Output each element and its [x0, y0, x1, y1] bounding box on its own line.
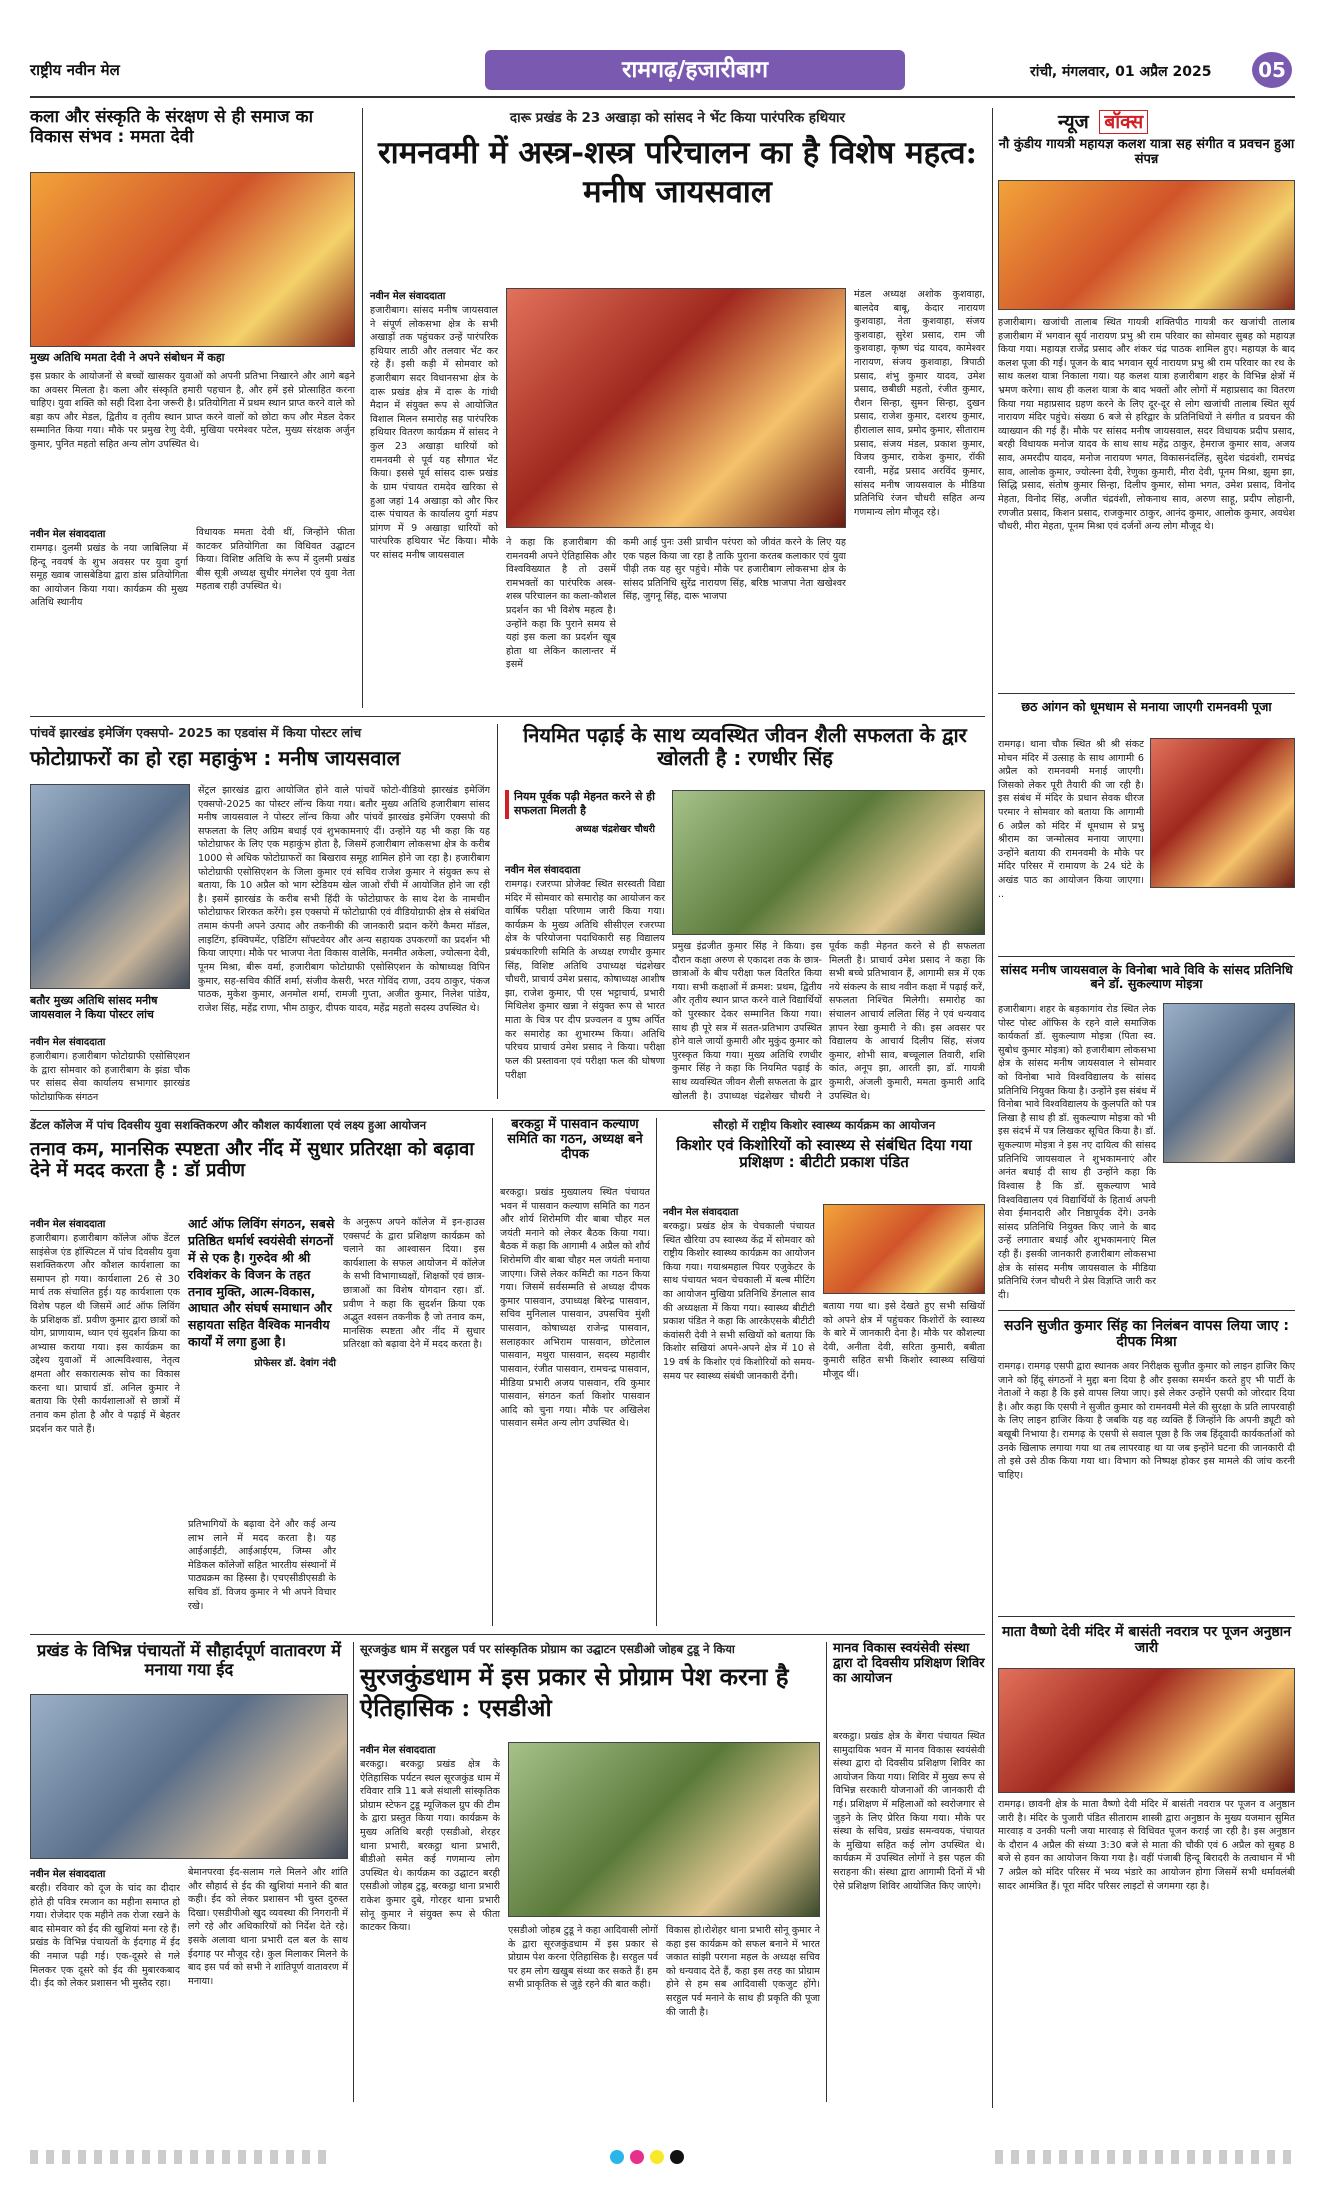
- manav-body: बरकट्ठा। प्रखंड क्षेत्र के बेंगरा पंचायत स्थित सामुदायिक भवन में मानव विकास स्वयंसेवी संस्था द्वारा दो दिवसीय प्रशिक्षण शिविर का आयोजन किया गया। शिविर में मुख्य रूप से विभिन्न सरकारी योजनाओं की जानकारी दी गई। प्रशिक्षण में महिलाओं को स्वरोजगार से जुड़ने के लिए प्रेरित किया गया। मौके पर संस्था के सचिव, प्रखंड समन्वयक, पंचायत के मुखिया सहित कई लोग उपस्थित थे। कार्यक्रम में उपस्थित लोगों ने इस पहल की सराहना की। संस्था द्वारा आगामी दिनों में भी ऐसे प्रशिक्षण शिविर आयोजित किए जाएंगे।: [833, 1731, 985, 1892]
- col-divider: [826, 1642, 827, 2102]
- center-story3-headline: बरकट्ठा में पासवान कल्याण समिति का गठन, अध्यक्ष बने दीपक: [507, 1117, 643, 1162]
- col1-story2-byline: नवीन मेल संवाददाता: [30, 1037, 106, 1048]
- tanav-quote-attribution: प्रोफेसर डॉ. देवांग नंदी: [254, 1358, 336, 1369]
- lead-body1: हजारीबाग। सांसद मनीष जायसवाल ने संपूर्ण लोकसभा क्षेत्र के सभी अखाड़ों तक पहुंचकर उन्हें पारंपरिक हथियार लाठी और तलवार भेंट कर रहे हैं। इसी कड़ी में सोमवार को हजारीबाग सदर विधानसभा क्षेत्र के दारू प्रखंड क्षेत्र में दारू के गांधी मैदान में संयुक्त रूप से आयोजित विशाल मिलन समारोह सह पारंपरिक हथियार वितरण कार्यक्रम में सांसद ने कुल 23 अखाड़ा धारियों को रामनवमी से पूर्व यह सौगात भेंट किया। इससे पूर्व सांसद दारू प्रखंड के ग्राम पंचायत रामदेव खरिका से हुआ जहां 14 अखाड़ा को और फिर दारू पंचायत के कार्यालय दुर्गा मंडप प्रांगण में 9 अखाड़ा धारियों को पारंपरिक हथियार भेंट किया। मौके पर सांसद मनीष जायसवाल: [370, 305, 498, 561]
- center-story3: [500, 1118, 650, 1628]
- newsbox-story3-photo: [1163, 1003, 1295, 1163]
- lead-photo: [506, 288, 846, 528]
- kishor-byline: नवीन मेल संवाददाता: [663, 1207, 739, 1218]
- surajkund-body2: एसडीओ जोहब टुडू ने कहा आदिवासी लोगों के द्वारा सूरजकुंडधाम में इस प्रकार से प्रोग्राम पेश करना ऐतिहासिक है। सरहुल पर्व पर हम लोग खखुब संथ्या कर सकते हैं। हम सभी प्राकृतिक से जुड़े रहने की बात कही।: [508, 1925, 658, 1991]
- col1-story2: [30, 724, 490, 1104]
- center-story2-body3: पूर्वक कड़ी मेहनत करने से ही सफलता मिलती है। प्राचार्य उमेश प्रसाद ने कहा कि सभी बच्चे प्रतिभावान हैं, आगामी सत्र में एक नये संकल्प के साथ नवीन कक्षा में पढ़ाई करें, सफलता निश्चित मिलेगी। समारोह का संचालन आचार्य ललिता सिंह ने एवं धन्यवाद ज्ञापन रेखा कुमारी ने की। इस अवसर पर विद्यालय के आचार्य दिलीप सिंह, संजय कुमार, शोभी साव, बच्चूलाल तिवारी, शशि कांत, अनूप झा, आरती झा, डॉ. गायत्री कुमारी, अंजली कुमारी, ममता कुमारी आदि उपस्थित थे।: [829, 941, 985, 1102]
- kishor-body1: बरकट्ठा। प्रखंड क्षेत्र के चेचकाली पंचायत स्थित खैरिया उप स्वास्थ्य केंद्र में सोमवार को राष्ट्रीय किशोर स्वास्थ्य कार्यक्रम का आयोजन किया गया। गयाश्रमहाल पियर एजुकेटर के साथ पंचायत भवन चेचकाली में बल्ब मीटिंग का आयोजन मुखिया प्रतिनिधि डेंगलाल साव की अध्यक्षता में किया गया। स्वास्थ्य बीटीटी प्रकाश पंडित ने कहा कि आरकेएसके बीटीटी कंवांसरी देवी ने सभी सखियों को बताया कि किशोर सखियां अपने-अपने क्षेत्र में 10 से 19 वर्ष के किशोर एवं किशोरियों को समय-समय पर स्वास्थ्य संबंधी जानकारी देंगी।: [663, 1221, 815, 1382]
- tanav-quote: आर्ट ऑफ लिविंग संगठन, सबसे प्रतिष्ठित धर्मार्थ स्वयंसेवी संगठनों में से एक है। गुरुदेव श्री श्री रविशंकर के विजन के तहत तनाव मुक्ति, आत्म-विकास, आघात और संघर्ष समाधान और सहायता सहित वैश्विक मानवीय कार्यों में लगा हुआ है।: [188, 1216, 335, 1350]
- section-divider: [30, 1110, 985, 1111]
- lead-body3: कमी आई पुनः उसी प्राचीन परंपरा को जीवंत करने के लिए यह एक पहल किया जा रहा है ताकि पुराना करतब कलाकार एवं युवा पीढ़ी तक यह सुर पहुंचे। मौके पर हजारीबाग लोकसभा क्षेत्र के सांसद प्रतिनिधि सुरेंद्र नारायण सिंह, बरिष्ठ भाजपा नेता खखेश्वर सिंह, जुगनू सिंह, दारू भाजपा: [623, 537, 846, 603]
- center-story2: [505, 724, 985, 1104]
- newsbox-story2-body-cont: ..: [998, 889, 1005, 900]
- tanav-kicker: डेंटल कॉलेज में पांच दिवसीय युवा सशक्तिकरण और कौशल कार्यशाला एवं लक्ष्य हुआ आयोजन: [30, 1118, 427, 1132]
- col1-story2-body1: हजारीबाग। हजारीबाग फोटोग्राफी एसोसिएशन के द्वारा सोमवार को हजारीबाग के झंडा चौक पर सांसद सेवा कार्यालय सभागार झारखंड फोटोग्राफिक संगठन: [30, 1051, 190, 1102]
- surajkund-body3: विकास हो।रोशेहर थाना प्रभारी सोनू कुमार ने कहा इस कार्यक्रम को सफल बनाने में भारत जकात सांझी परगना महल के अध्यक्ष सचिव को धन्यवाद देते हैं, कहा इस तरह का प्रोग्राम होने से हम सब आदिवासी एकजुट होंगे। सरहुल पर्व मनाने के साथ ही प्रकृति की पूजा की जाती है।: [666, 1925, 820, 2018]
- col1-story2-kicker: पांचवें झारखंड इमेजिंग एक्सपो- 2025 का एडवांस में किया पोस्टर लांच: [30, 725, 362, 740]
- surajkund-body1: बरकट्ठा। बरकट्ठा प्रखंड क्षेत्र के ऐतिहासिक पर्यटन स्थल सूरजकुंड धाम में रविवार रात्रि 11 बजे संथाली सांस्कृतिक प्रोग्राम स्टेफन टुडू म्यूजिकल ग्रुप की टीम के द्वारा प्रस्तुत किया गया। कार्यक्रम के मुख्य अतिथि बरही एसडीओ, शेरहर थाना प्रभारी, बरकट्ठा थाना प्रभारी, बीडीओ समेत कई गणमान्य लोग उपस्थित थे। कार्यक्रम का उद्घाटन बरही एसडीओ जोहब टुडू, बरकट्ठा थाना प्रभारी राकेश कुमार दुबे, गोरहर थाना प्रभारी सोनू कुमार ने संयुक्त रूप से फीता काटकर किया।: [360, 1759, 500, 1934]
- kishor-kicker: सौरहो में राष्ट्रीय किशोर स्वास्थ्य कार्यक्रम का आयोजन: [712, 1118, 936, 1132]
- section-banner: रामगढ़/हजारीबाग: [485, 50, 905, 90]
- newsbox-column: [998, 108, 1295, 2103]
- kishor-headline: किशोर एवं किशोरियों को स्वास्थ्य से संबंधित दिया गया प्रशिक्षण : बीटीटी प्रकाश पंडित: [676, 1136, 972, 1172]
- lead-body2: ने कहा कि हजारीबाग की रामनवमी अपने ऐतिहासिक और विश्वविख्यात है तो उसमें रामभक्तों का पारंपरिक अस्त्र-शस्त्र परिचालन का कला-कौशल प्रदर्शन का भी विशेष महत्व है। उन्होंने कहा कि पुराने समय से यहां इस कला का प्रदर्शन खूब होता था लेकिन कालान्तर में इसमें: [506, 537, 616, 671]
- col-divider: [492, 1118, 493, 1626]
- story-divider: [998, 693, 1295, 694]
- story-divider: [998, 1616, 1295, 1617]
- tanav-body2: के अनुरूप अपने कॉलेज में इन-हाउस एक्सपर्ट के द्वारा प्रशिक्षण कार्यक्रम को चलाने का आश्वासन दिया। इस कार्यशाला के सफल आयोजन में कॉलेज के सभी विभागाध्यक्षों, शिक्षकों एवं छात्र-छात्राओं का विशेष योगदान रहा। डॉ. प्रवीण ने कहा कि सुदर्शन क्रिया एक अद्भुत श्वसन तकनीक है जो तनाव कम, मानसिक स्पष्टता और नींद में सुधार प्रतिरक्षा को बढ़ावा देने में मदद करता है।: [343, 1217, 485, 1351]
- col1-story1-headline: कला और संस्कृति के संरक्षण से ही समाज का विकास संभव : ममता देवी: [30, 107, 313, 147]
- col1-story2-body2: सेंट्रल झारखंड द्वारा आयोजित होने वाले पांचवें फोटो-वीडियो झारखंड इमेजिंग एक्सपो-2025 का पोस्टर लॉन्च किया गया। बतौर मुख्य अतिथि हजारीबाग सांसद मनीष जायसवाल ने पोस्टर लॉन्च किया और पांचवें झारखंड इमेजिंग एक्सपो की सफलता के लिए अग्रिम बधाई एवं शुभकामनाएं दीं। उन्होंने यह भी कहा कि यह फोटोग्राफर के लिए एक महाकुंभ होता है, जिसमें हजारीबाग लोकसभा क्षेत्र के करीब 1000 से अधिक फोटोग्राफरों का बिखराव समूह शामिल होने जा रहा है। हजारीबाग फोटोग्राफी एसोसिएशन के जिला कुमार एवं सचिव राजेश कुमार ने संयुक्त रूप से बताया, कि 10 अप्रैल को भाग स्टेडियम खेल जाओ राँची में आयोजित होने जा रही है। इसमें झारखंड के करीब सभी हिंदी के फोटोग्राफर के साथ देश के नामचीन फोटोग्राफर शिरकत करेंगे। इस एक्सपो में फोटोग्राफी एवं वीडियोग्राफी क्षेत्र से संबंधित तमाम कंपनी अपने उत्पाद और तकनीकी की जानकारी प्रदान करेंगे कैमरा मॉडल, लाइटिंग, इक्विपमेंट, एडिटिंग सॉफ्टवेयर और अन्य सहायक उपकरणों का प्रदर्शन भी किया जाएगा। मौके पर भाजपा नेता विकास वालेकि, मनमीत अकेला, ज्योत्सना देवी, पूनम मिश्रा, बीरू वर्मा, हजारीबाग फोटोग्राफी एसोसिएशन के कोषाध्यक्ष विपिन कुमार, सह-सचिव कीर्ति शर्मा, संजीव केसरी, भरत गोविंद राणा, उदय ठाकुर, पंकज पाठक, मुकेश कुमार, अनमोल शर्मा, रामजी गुप्ता, अजीत कुमार, निलेश पांडेय, राजेश सिंह, महेंद्र राणा, भीम ठाकुर, दीपक यादव, महेंद्र महतो सदस्य उपस्थित थे।: [198, 785, 490, 1014]
- center-story2-pullquote: [505, 790, 655, 835]
- lead-byline: नवीन मेल संवाददाता: [370, 291, 446, 302]
- newsbox-story5-headline: माता वैष्णो देवी मंदिर में बासंती नवरात्र पर पूजन अनुष्ठान जारी: [1001, 1624, 1292, 1657]
- center-story3-body: बरकट्ठा। प्रखंड मुख्यालय स्थित पंचायत भवन में पासवान कल्याण समिति का गठन और शोर्य शिरोमणि वीर बाबा चौहर मल जयंती मनाने को लेकर बैठक किया गया। बैठक में कहा कि आगामी 4 अप्रैल को शौर्य शिरोमणि वीर बाबा चौहर मल जयंती मनाया जाएगा। जिसे लेकर कमिटी का गठन किया गया। जिसमें सर्वसम्मति से अध्यक्ष दीपक कुमार पासवान, उपाध्यक्ष बिरेन्द्र पासवान, सचिव मुनिलाल पासवान, उपसचिव मुंशी पासवान, कोषाध्यक्ष राजेन्द्र पासवान, सलाहकार अभिराम पासवान, छोटेलाल पासवान, मथुरा पासवान, सदस्य महावीर पासवान, रंजीत पासवान, रामचन्द्र पासवान, मीडिया प्रभारी अजय पासवान, रवि कुमार पासवान, संगठन कर्ता किशोर पासवान आदि को चुना गया। मौके पर अखिलेश पासवान समेत अन्य लोग उपस्थित थे।: [500, 1187, 650, 1430]
- manav-story: [833, 1642, 985, 2104]
- lead-body4: मंडल अध्यक्ष अशोक कुशवाहा, बालदेव बाबू, केदार नारायण कुशवाहा, नेता कुशवाहा, संजय कुशवाहा, सुरेश प्रसाद, राम जी कुशवाहा, कृष्ण चंद्र यादव, कामेश्वर नारायण, संजय कुशवाहा, त्रिपाठी प्रसाद, शंभु कुमार यादव, उमेश प्रसाद, छबीछी महतो, रंजीत कुमार, रौशन सिन्हा, सुमन सिन्हा, दुखन प्रसाद, राजेश कुमार, दशरथ कुमार, हीरालाल साव, प्रमोद कुमार, सीताराम प्रसाद, संजय मंडल, प्रकाश कुमार, विजय कुमार, राकेश कुमार, रॉकी रवानी, महेंद्र प्रसाद अरविंद कुमार, सांसद मनीष जायसवाल के मीडिया प्रतिनिधि रंजन चौधरी सहित अन्य गणमान्य लोग मौजूद रहे।: [854, 289, 985, 518]
- tanav-body1: हजारीबाग। हजारीबाग कॉलेज ऑफ डेंटल साइंसेज एंड हॉस्पिटल में पांच दिवसीय युवा सशक्तिकरण और कौशल कार्यशाला का समापन हो गया। कार्यशाला 26 से 30 मार्च तक संचालित हुई। यह कार्यशाला एक विशेष पहल थी जिसमें आर्ट ऑफ लिविंग के प्रशिक्षक डॉ. प्रवीण कुमार द्वारा छात्रों को योग, प्राणायाम, ध्यान एवं सुदर्शन क्रिया का अभ्यास कराया गया। इस कार्यक्रम का उद्देश्य युवाओं में आत्मविश्वास, नेतृत्व क्षमता और सकारात्मक सोच का विकास करना था। प्राचार्य डॉ. अनिल कुमार ने बताया कि ऐसी कार्यशालाओं से छात्रों में तनाव कम होता है और वे पढ़ाई में बेहतर प्रदर्शन कर पाते हैं।: [30, 1233, 180, 1435]
- lead-kicker: दारू प्रखंड के 23 अखाड़ा को सांसद ने भेंट किया पारंपरिक हथियार: [509, 110, 846, 126]
- story-divider: [998, 1310, 1295, 1311]
- eid-photo: [30, 1694, 348, 1859]
- col1-story1: [30, 108, 355, 713]
- col1-story1-byline: नवीन मेल संवाददाता: [30, 529, 106, 540]
- eid-body1: बरही। रविवार को दूज के चांद का दीदार होते ही पवित्र रमजान का महीना समाप्त हो गया। रोजेदार एक महीने तक रोजा रखने के बाद सोमवार को ईद की खुशियां मना रहे हैं। प्रखंड के विभिन्न पंचायतों के ईदगाह में ईद की नमाज पढ़ी गई। एक-दूसरे से गले मिलकर एक दूसरे को ईद की मुबारकबाद दी। ईद को लेकर प्रशासन भी मुस्तैद रहा।: [30, 1883, 180, 1990]
- col1-story1-body3: विधायक ममता देवी थीं, जिन्होंने फीता काटकर प्रतियोगिता का विधिवत उद्घाटन किया। विशिष्ट अतिथि के रूप में दुलमी प्रखंड बीस सूत्री अध्यक्ष सुधीर मंगलेश एवं युवा नेता महताब राही उपस्थित थे।: [196, 527, 355, 593]
- col1-story2-caption: बतौर मुख्य अतिथि सांसद मनीष जायसवाल ने किया पोस्टर लांच: [30, 994, 158, 1021]
- kishor-body2: बताया गया था। इसे देखते हुए सभी सखियों को अपने क्षेत्र में पहुंचकर किशोरों के स्वास्थ्य के बारे में जानकारी देना है। मौके पर कौशल्या देवी, अनीता देवी, सरिता कुमारी, बबीता कुमारी सहित सभी किशोर स्वास्थ्य सखियां मौजूद थीं।: [823, 1301, 985, 1381]
- eid-body2: बेमानपरवा ईद-सलाम गले मिलने और शांति और सौहार्द से ईद की खुशियां मनाने की बात कही। ईद को लेकर प्रशासन भी चुस्त दुरुस्त दिखा। एसडीपीओ खुद व्यवस्था की निगरानी में लगे रहे और अधिकारियों को निर्देश देते रहे। इसके अलावा थाना प्रभारी दल बल के साथ ईदगाह पर मौजूद रहे। कुल मिलाकर मिलने के बाद इस पर्व को सभी ने शांतिपूर्ण वातावरण में मनाया।: [188, 1867, 348, 1987]
- surajkund-story: [360, 1642, 820, 2104]
- col-divider: [353, 1642, 354, 2102]
- newsbox-story3-headline: सांसद मनीष जायसवाल के विनोबा भावे विवि के सांसद प्रतिनिधि बने डॉ. सुकल्याण मोइत्रा: [1000, 962, 1293, 992]
- surajkund-headline: सुरजकुंडधाम में इस प्रकार से प्रोग्राम पेश करना है ऐतिहासिक : एसडीओ: [360, 1662, 789, 1723]
- col-divider: [656, 1118, 657, 1626]
- tanav-byline: नवीन मेल संवाददाता: [30, 1219, 106, 1230]
- col1-story2-photo: [30, 784, 190, 989]
- col1-story1-caption: मुख्य अतिथि ममता देवी ने अपने संबोधन में कहा: [30, 351, 225, 364]
- section-divider: [30, 716, 985, 717]
- col1-story2-headline: फोटोग्राफरों का हो रहा महाकुंभ : मनीष जायसवाल: [30, 746, 401, 770]
- registration-strip: [30, 2150, 1295, 2164]
- newsbox-story2-headline: छठ आंगन को धूमधाम से मनाया जाएगी रामनवमी पूजा: [1021, 699, 1272, 714]
- center-story2-body2: प्रमुख इंद्रजीत कुमार सिंह ने किया। इस दौरान कक्षा अरुण से एकादश तक के छात्र-छात्राओं के बीच परीक्षा फल वितरित किया गया। सभी कक्षाओं में क्रमश: प्रथम, द्वितीय और तृतीय स्थान प्राप्त करने वाले विद्यार्थियों को पुरस्कार देकर सम्मानित किया गया। साथ ही पूरे सत्र में सतत-प्रतिभाग उपस्थित होने वाले जायों कुमारी और मुकुंद कुमार को पुरस्कृत किया गया। मुख्य अतिथि रणधीर कुमार सिंह ने कहा कि नियमित पढ़ाई के साथ व्यवस्थित जीवन शैली सफलता के द्वार खोलती है। उपाध्यक्ष चंद्रशेखर चौधरी ने: [672, 941, 822, 1102]
- center-story2-photo: [672, 790, 985, 935]
- masthead: [30, 50, 1295, 90]
- reg-color-black: [670, 2150, 684, 2164]
- tanav-headline: तनाव कम, मानसिक स्पष्टता और नींद में सुधार प्रतिरक्षा को बढ़ावा देने में मदद करता है : डॉ प्रवीण: [30, 1139, 475, 1182]
- center-story2-body1: रामगढ़। रजरप्पा प्रोजेक्ट स्थित सरस्वती विद्या मंदिर में सोमवार को समारोह का आयोजन कर वार्षिक परीक्षा परिणाम जारी किया गया। कार्यक्रम के मुख्य अतिथि सीसीएल रजरप्पा क्षेत्र के परियोजना पदाधिकारी सह विद्यालय प्रबंधकारिणी समिति के अध्यक्ष रणधीर कुमार सिंह, विशिष्ट अतिथि उपाध्यक्ष चंद्रशेखर चौधरी, प्राचार्य उमेश प्रसाद, कोषाध्यक्ष आशीष झा, राजेश कुमार, पी एस भट्टाचार्य, प्रभारी मिथिलेश कुमार खन्ना ने संयुक्त रूप से भारत माता के चित्र पर दीप प्रज्वलन व पुष्प अर्पित कर समारोह का शुभारम्भ किया। अतिथि परिचय प्राचार्य उमेश प्रसाद ने किया। परीक्षा फल की प्रस्तावना एवं परीक्षा फल की घोषणा परीक्षा: [505, 879, 665, 1081]
- newsbox-label-box: बॉक्स: [1099, 110, 1148, 134]
- newsbox-story5-body: रामगढ़। छावनी क्षेत्र के माता वैष्णो देवी मंदिर में बासंती नवरात्र पर पूजन व अनुष्ठान जारी है। मंदिर के पुजारी पंडित सीताराम शास्त्री द्वारा अनुष्ठान के मुख्य यजमान सुमित मारवाड़ व उनकी पत्नी जया मारवाड़ से विधिवत पूजन कराई जा रही है। इस अनुष्ठान के दौरान 4 अप्रैल की संध्या 3:30 बजे से माता की चौकी एवं 6 अप्रैल को सुबह 8 बजे से हवन का आयोजन किया गया है। वहीं पंजाबी हिन्दू बिरादरी के तत्वाधान में भी 7 अप्रैल को मंदिर परिसर में भव्य भंडारे का आयोजन होगा जिसमें सभी धर्मावलंबी सादर आमंत्रित हैं। पूरा मंदिर परिसर लाइटों से जगमगा रहा है।: [998, 1799, 1295, 1892]
- eid-byline: नवीन मेल संवाददाता: [30, 1869, 106, 1880]
- newsbox-story1-photo: [998, 180, 1295, 310]
- reg-color-yellow: [650, 2150, 664, 2164]
- lead-story: [370, 108, 985, 713]
- newsbox-label: [1058, 108, 1148, 134]
- pullquote-text: नियम पूर्वक पढ़ी मेहनत करने से ही सफलता मिलती है: [505, 790, 655, 819]
- section-divider: [30, 1634, 985, 1635]
- story-divider: [998, 956, 1295, 957]
- reg-color-magenta: [630, 2150, 644, 2164]
- surajkund-kicker: सूरजकुंड धाम में सरहुल पर्व पर सांस्कृतिक प्रोग्राम का उद्घाटन एसडीओ जोहब टुडू ने किया: [360, 1642, 735, 1656]
- newsbox-story3-body: हजारीबाग। शहर के बड़कागांव रोड स्थित लेक पोस्ट पोस्ट ऑफिस के रहने वाले समाजिक कार्यकर्ता डॉ. सुकल्याण मोइत्रा (पिता स्व. सुबोध कुमार मोइत्रा) को हजारीबाग लोकसभा क्षेत्र के सांसद मनीष जायसवाल ने सोमवार को विनोबा भावे विश्वविद्यालय के सांसद प्रतिनिधि नियुक्त किया है। उन्होंने इस संबंध में विनोबा भावे विश्वविद्यालय के कुलपति को पत्र लिखा है साथ ही डॉ. सुकल्याण मोइत्रा को भी इस संदर्भ में पत्र लिखकर सूचित किया है। डॉ. सुकल्याण मोइत्रा ने इस नए दायित्व की सांसद प्रतिनिधि जायसवाल ने शुभकामनाएं और अनंत बधाई दी साथ ही उन्होंने कहा कि विश्वास है कि डॉ. सुकल्याण भावे विश्वविद्यालय एवं विद्यार्थियों के हितार्थ अपनी सेवा ईमानदारी और निष्ठापूर्वक देंगे। उनके सांसद प्रतिनिधि नियुक्त किए जाने के बाद उन्हें लगातार बधाई और शुभकामनाएं मिल रही हैं। इसकी जानकारी हजारीबाग लोकसभा क्षेत्र के सांसद मनीष जायसवाल के मीडिया प्रतिनिधि रंजन चौधरी ने प्रेस विज्ञप्ति जारी कर दी।: [998, 1004, 1156, 1301]
- col1-story1-photo: [30, 172, 355, 347]
- eid-headline: प्रखंड के विभिन्न पंचायतों में सौहार्दपूर्ण वातावरण में मनाया गया ईद: [37, 1641, 341, 1679]
- tanav-story: [30, 1118, 485, 1628]
- col-divider: [362, 108, 363, 708]
- brand-logo: राष्ट्रीय नवीन मेल: [30, 61, 120, 79]
- center-story2-headline: नियमित पढ़ाई के साथ व्यवस्थित जीवन शैली सफलता के द्वार खोलती है : रणधीर सिंह: [523, 723, 967, 770]
- newsbox-story4-body: रामगढ़। रामगढ़ एसपी द्वारा स्थानक अवर निरीक्षक सुजीत कुमार को लाइन हाजिर किए जाने को हिंदू संगठनों ने मुद्दा बना दिया है और इसका समर्थन करते हुए भी पार्टी के नेताओं ने कहा है कि इसे वापस लिया जाए। इसे लेकर उन्होंने एसपी को जोरदार दिया है। और कहा कि एसपी ने सुजीत कुमार को रामनवमी मेले की सुरक्षा के प्रति लापरवाही के लिए लाइन हाजिर किया है जबकि यह वह व्यक्ति हैं जिन्होंने कि अपनी ड्यूटी को बखूबी निभाया है। रामगढ़ के एसपी से सवाल पूछा है कि जब हिंदूवादी कार्यकर्ताओं को उनके खिलाफ लगाया गया था तब लापरवाह था या जब इन्होंने घटना की जानकारी दी तो इसे उसे ठीक किया गया था। विभाग को निष्पक्ष होकर इस मामले की जांच करनी चाहिए।: [998, 1361, 1295, 1481]
- newsbox-story1-body: हजारीबाग। खजांची तालाब स्थित गायत्री शक्तिपीठ गायत्री कर खजांची तालाब हजारीबाग में भगवान सूर्य नारायण प्रभु श्री राम परिवार का सोमवार सुबह को महायज्ञ किया गया। महायज्ञ राजेंद्र प्रसाद और शंकर चंद्र पाठक शामिल हुए। महायज्ञ के बाद कलश पूजा की गई। पूजन के बाद भगवान सूर्य नारायण प्रभु श्री राम परिवार का रथ के साथ कलश यात्रा निकाला गया। यह कलश यात्रा हजारीबाग शहर के विभिन्न क्षेत्रों में भ्रमण करेगा। साथ ही कलश यात्रा के बाद भक्तों और लोगों में महाप्रसाद का वितरण किया गया महाप्रसाद ग्रहण करने के लिए दूर-दूर से लोग खजांची तालाब स्थित सूर्य नारायण मंदिर पहुंचे। संख्या 6 बजे से हरिद्वार के प्रतिनिधियों ने संगीत व प्रवचन की व्याख्यान की गई हैं। मौके पर सांसद मनीष जायसवाल, सदर विधायक प्रदीप प्रसाद, बरही विधायक मनोज यादव के साथ साथ महेंद्र ठाकुर, हेमराज कुमार साव, अजय साव, अमरदीप यादव, मनोज नारायण भगत, विकासनंदलिंह, सुदेश चंद्रवंशी, रामचंद्र साव, आलोक कुमार, ज्योत्स्ना देवी, रेणुका कुमारी, मीरा देवी, पूनम मिश्रा, झुमा झा, सिद्धि प्रसाद, संतोष कुमार सिन्हा, दिलीप कुमार, सोमा भगत, उमेश प्रसाद, विनोद मेहता, विनोद सिंह, अजीत चंद्रवंशी, लोकनाथ साव, अरुण साहू, प्रदीप लोहानी, रणजीत प्रसाद, किशन प्रसाद, राजकुमार ठाकुर, आनंद कुमार, आलोक कुमार, अवधेश चौधरी, मीरा मेहता, पूनम मिश्रा एवं दर्जनों अन्य लोग मौजूद थे।: [998, 317, 1295, 533]
- eid-story: [30, 1642, 348, 2104]
- col-divider: [497, 724, 498, 1099]
- kishor-photo: [823, 1204, 985, 1294]
- issue-date: रांची, मंगलवार, 01 अप्रैल 2025: [1030, 64, 1212, 80]
- surajkund-photo: [508, 1742, 820, 1917]
- manav-headline: मानव विकास स्वयंसेवी संस्था द्वारा दो दिवसीय प्रशिक्षण शिविर का आयोजन: [833, 1641, 985, 1686]
- col1-story1-body2: रामगढ़। दुलमी प्रखंड के नया जाबिलिया में हिन्दू नववर्ष के शुभ अवसर पर युवा दुर्गा समूह ख्वाब जासबेडिया द्वारा डांस प्रतियोगिता का आयोजन किया गया। कार्यक्रम की मुख्य अतिथि स्थानीय: [30, 543, 188, 609]
- masthead-rule: [30, 96, 1295, 98]
- tanav-quote-box: [188, 1216, 336, 1369]
- tanav-body3: प्रतिभागियों के बढ़ावा देने और कई अन्य लाभ लाने में मदद करता है। यह आईआईटी, आईआईएम, जिम्स और मेडिकल कॉलेजों सहित भारतीय संस्थानों में पाठ्यक्रम का हिस्सा है। एचएसीडीएसडी के सचिव डॉ. विजय कुमार ने भी अपने विचार रखे।: [188, 1519, 336, 1612]
- reg-mark: [995, 2150, 1295, 2164]
- newsbox-story2-body: रामगढ़। थाना चौक स्थित श्री श्री संकट मोचन मंदिर में उत्साह के साथ आगामी 6 अप्रैल को रामनवमी मनाई जाएगी। जिसको लेकर पूरी तैयारी की जा रही है। इस संबंध में मंदिर के प्रधान सेवक धीरज परमार ने सोमवार को बताया कि आगामी 6 अप्रैल को मंदिर में धूमधाम से प्रभु श्रीराम का जन्मोत्सव मनाया जाएगा। उन्होंने बताया की रामनवमी के मौके पर मंदिर परिसर में रामायण के 24 घंटे के अखंड पाठ का आयोजन किया जाएगा।: [998, 739, 1144, 887]
- kishor-story: [663, 1118, 985, 1628]
- newsbox-story5-photo: [998, 1668, 1295, 1793]
- page-number-badge: 05: [1252, 52, 1292, 88]
- pullquote-attribution: अध्यक्ष चंद्रशेखर चौधरी: [575, 823, 655, 835]
- reg-color-cyan: [610, 2150, 624, 2164]
- newsbox-story1-headline: नौ कुंडीय गायत्री महायज्ञ कलश यात्रा सह संगीत व प्रवचन हुआ संपन्न: [998, 137, 1295, 167]
- col-divider: [992, 108, 993, 2108]
- lead-headline: रामनवमी में अस्त्र-शस्त्र परिचालन का है विशेष महत्व: मनीष जायसवाल: [377, 135, 978, 210]
- reg-mark: [30, 2150, 330, 2164]
- surajkund-byline: नवीन मेल संवाददाता: [360, 1745, 436, 1756]
- newsbox-label-news: न्यूज: [1058, 111, 1089, 133]
- col1-story1-body1: इस प्रकार के आयोजनों से बच्चों खासकर युवाओं को अपनी प्रतिभा निखारने और आगे बढ़ने का अवसर मिलता है। कला और संस्कृति हमारी पहचान है, और हमें इसे प्रोत्साहित करना चाहिए। युवा शक्ति को सही दिशा देना जरूरी है। प्रतियोगिता में प्रथम स्थान प्राप्त करने वाले को बड़ा कप और मेडल, द्वितीय व तृतीय स्थान प्राप्त करने वालों को छोटा कप और मेडल देकर सम्मानित किया गया। मौके पर प्रमुख रेणु देवी, मुखिया परमेश्वर पटेल, मुख्य संरक्षक अर्जुन कुमार, पुनित महतो सहित अन्य लोग उपस्थित थे।: [30, 371, 355, 451]
- newsbox-story4-headline: सउनि सुजीत कुमार सिंह का निलंबन वापस लिया जाए : दीपक मिश्रा: [1004, 1318, 1289, 1351]
- newsbox-story2-photo: [1150, 738, 1295, 888]
- center-story2-byline: नवीन मेल संवाददाता: [505, 865, 581, 876]
